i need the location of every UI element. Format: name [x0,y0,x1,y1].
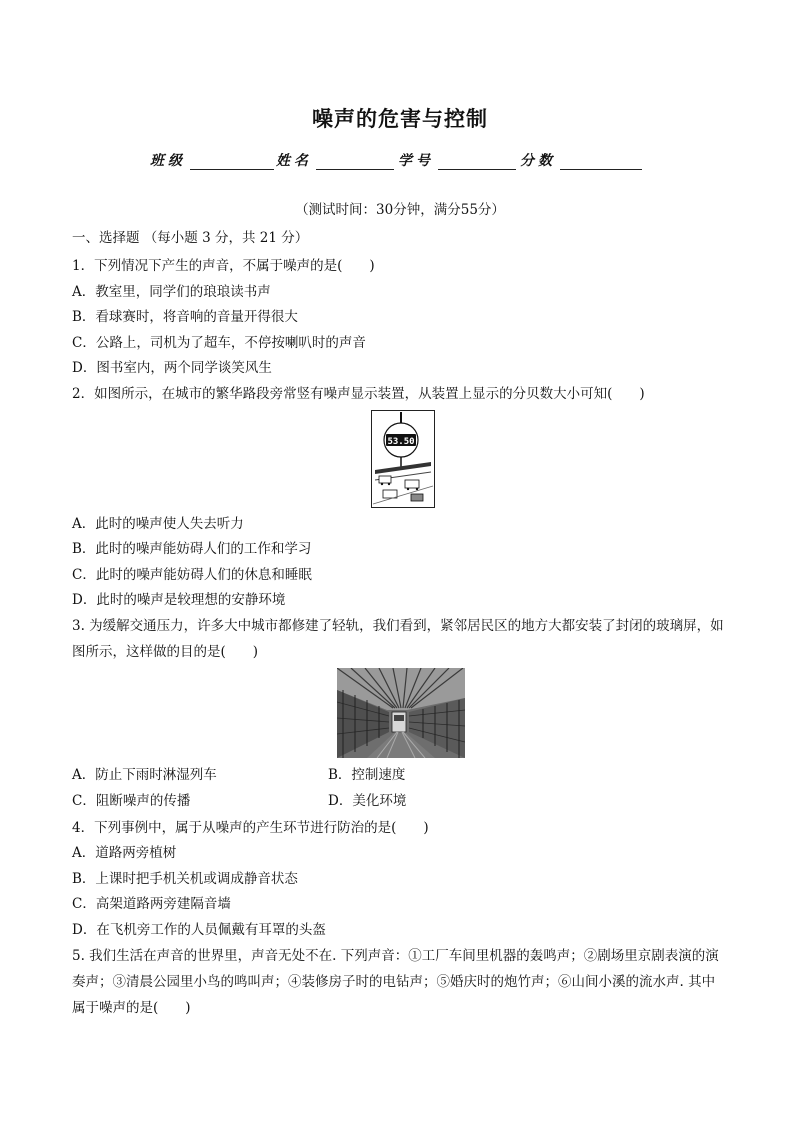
decibel-readout: 53.50 [387,437,415,447]
class-blank[interactable] [190,169,274,170]
q3-option-a: A．防止下雨时淋湿列车 [72,767,217,783]
light-rail-photo [337,668,465,758]
section-heading: 一、选择题 （每小题 3 分，共 21 分） [72,230,309,246]
id-blank[interactable] [438,169,516,170]
q1-option-a: A．教室里，同学们的琅琅读书声 [72,284,271,300]
q4-option-c: C．高架道路两旁建隔音墙 [72,896,231,912]
q2-option-a: A．此时的噪声使人失去听力 [72,516,244,532]
student-info-line [150,150,650,174]
q4-option-a: A．道路两旁植树 [72,845,177,861]
page-title: 噪声的危害与控制 [312,106,488,131]
q2-option-d: D．此时的噪声是较理想的安静环境 [72,592,286,608]
question-1-stem: 1．下列情况下产生的声音，不属于噪声的是( ) [72,258,375,274]
q1-option-c: C．公路上，司机为了超车，不停按喇叭时的声音 [72,335,366,351]
question-5-stem-line1: 5. 我们生活在声音的世界里，声音无处不在. 下列声音：①工厂车间里机器的轰鸣声；②剧场里京剧表演的演 [72,948,719,964]
question-5-stem-line3: 属于噪声的是( ) [72,1000,191,1016]
question-4-stem: 4．下列事例中，属于从噪声的产生环节进行防治的是( ) [72,820,429,836]
noise-monitor-figure [371,410,435,508]
q3-option-d: D．美化环境 [328,793,407,809]
noise-monitor-illustration [371,410,435,508]
q2-option-c: C．此时的噪声能妨碍人们的休息和睡眠 [72,567,312,583]
question-5-stem-line2: 奏声；③清晨公园里小鸟的鸣叫声；④装修房子时的电钻声；⑤婚庆时的炮竹声；⑥山间小溪的流水声. 其中 [72,974,716,990]
q1-option-b: B．看球赛时，将音响的音量开得很大 [72,309,298,325]
name-blank[interactable] [316,169,394,170]
q3-option-c: C．阻断噪声的传播 [72,793,191,809]
question-3-stem-line2: 图所示，这样做的目的是( ) [72,644,259,660]
q4-option-b: B．上课时把手机关机或调成静音状态 [72,871,298,887]
q4-option-d: D．在飞机旁工作的人员佩戴有耳罩的头盔 [72,922,326,938]
name-label: 姓名 [276,153,312,169]
class-label: 班级 [150,153,186,169]
question-2-stem: 2．如图所示，在城市的繁华路段旁常竖有噪声显示装置，从装置上显示的分贝数大小可知( ) [72,386,645,402]
question-3-stem-line1: 3. 为缓解交通压力，许多大中城市都修建了轻轨，我们看到，紧邻居民区的地方大都安装了封闭的玻璃屏，如 [72,618,724,634]
test-time-note: （测试时间：30分钟，满分55分） [295,202,505,218]
score-label: 分数 [520,153,556,169]
score-blank[interactable] [560,169,642,170]
q2-option-b: B．此时的噪声能妨碍人们的工作和学习 [72,541,312,557]
light-rail-illustration [337,668,465,758]
q1-option-d: D．图书室内，两个同学谈笑风生 [72,360,272,376]
q3-option-b: B．控制速度 [328,767,406,783]
id-label: 学号 [398,153,434,169]
